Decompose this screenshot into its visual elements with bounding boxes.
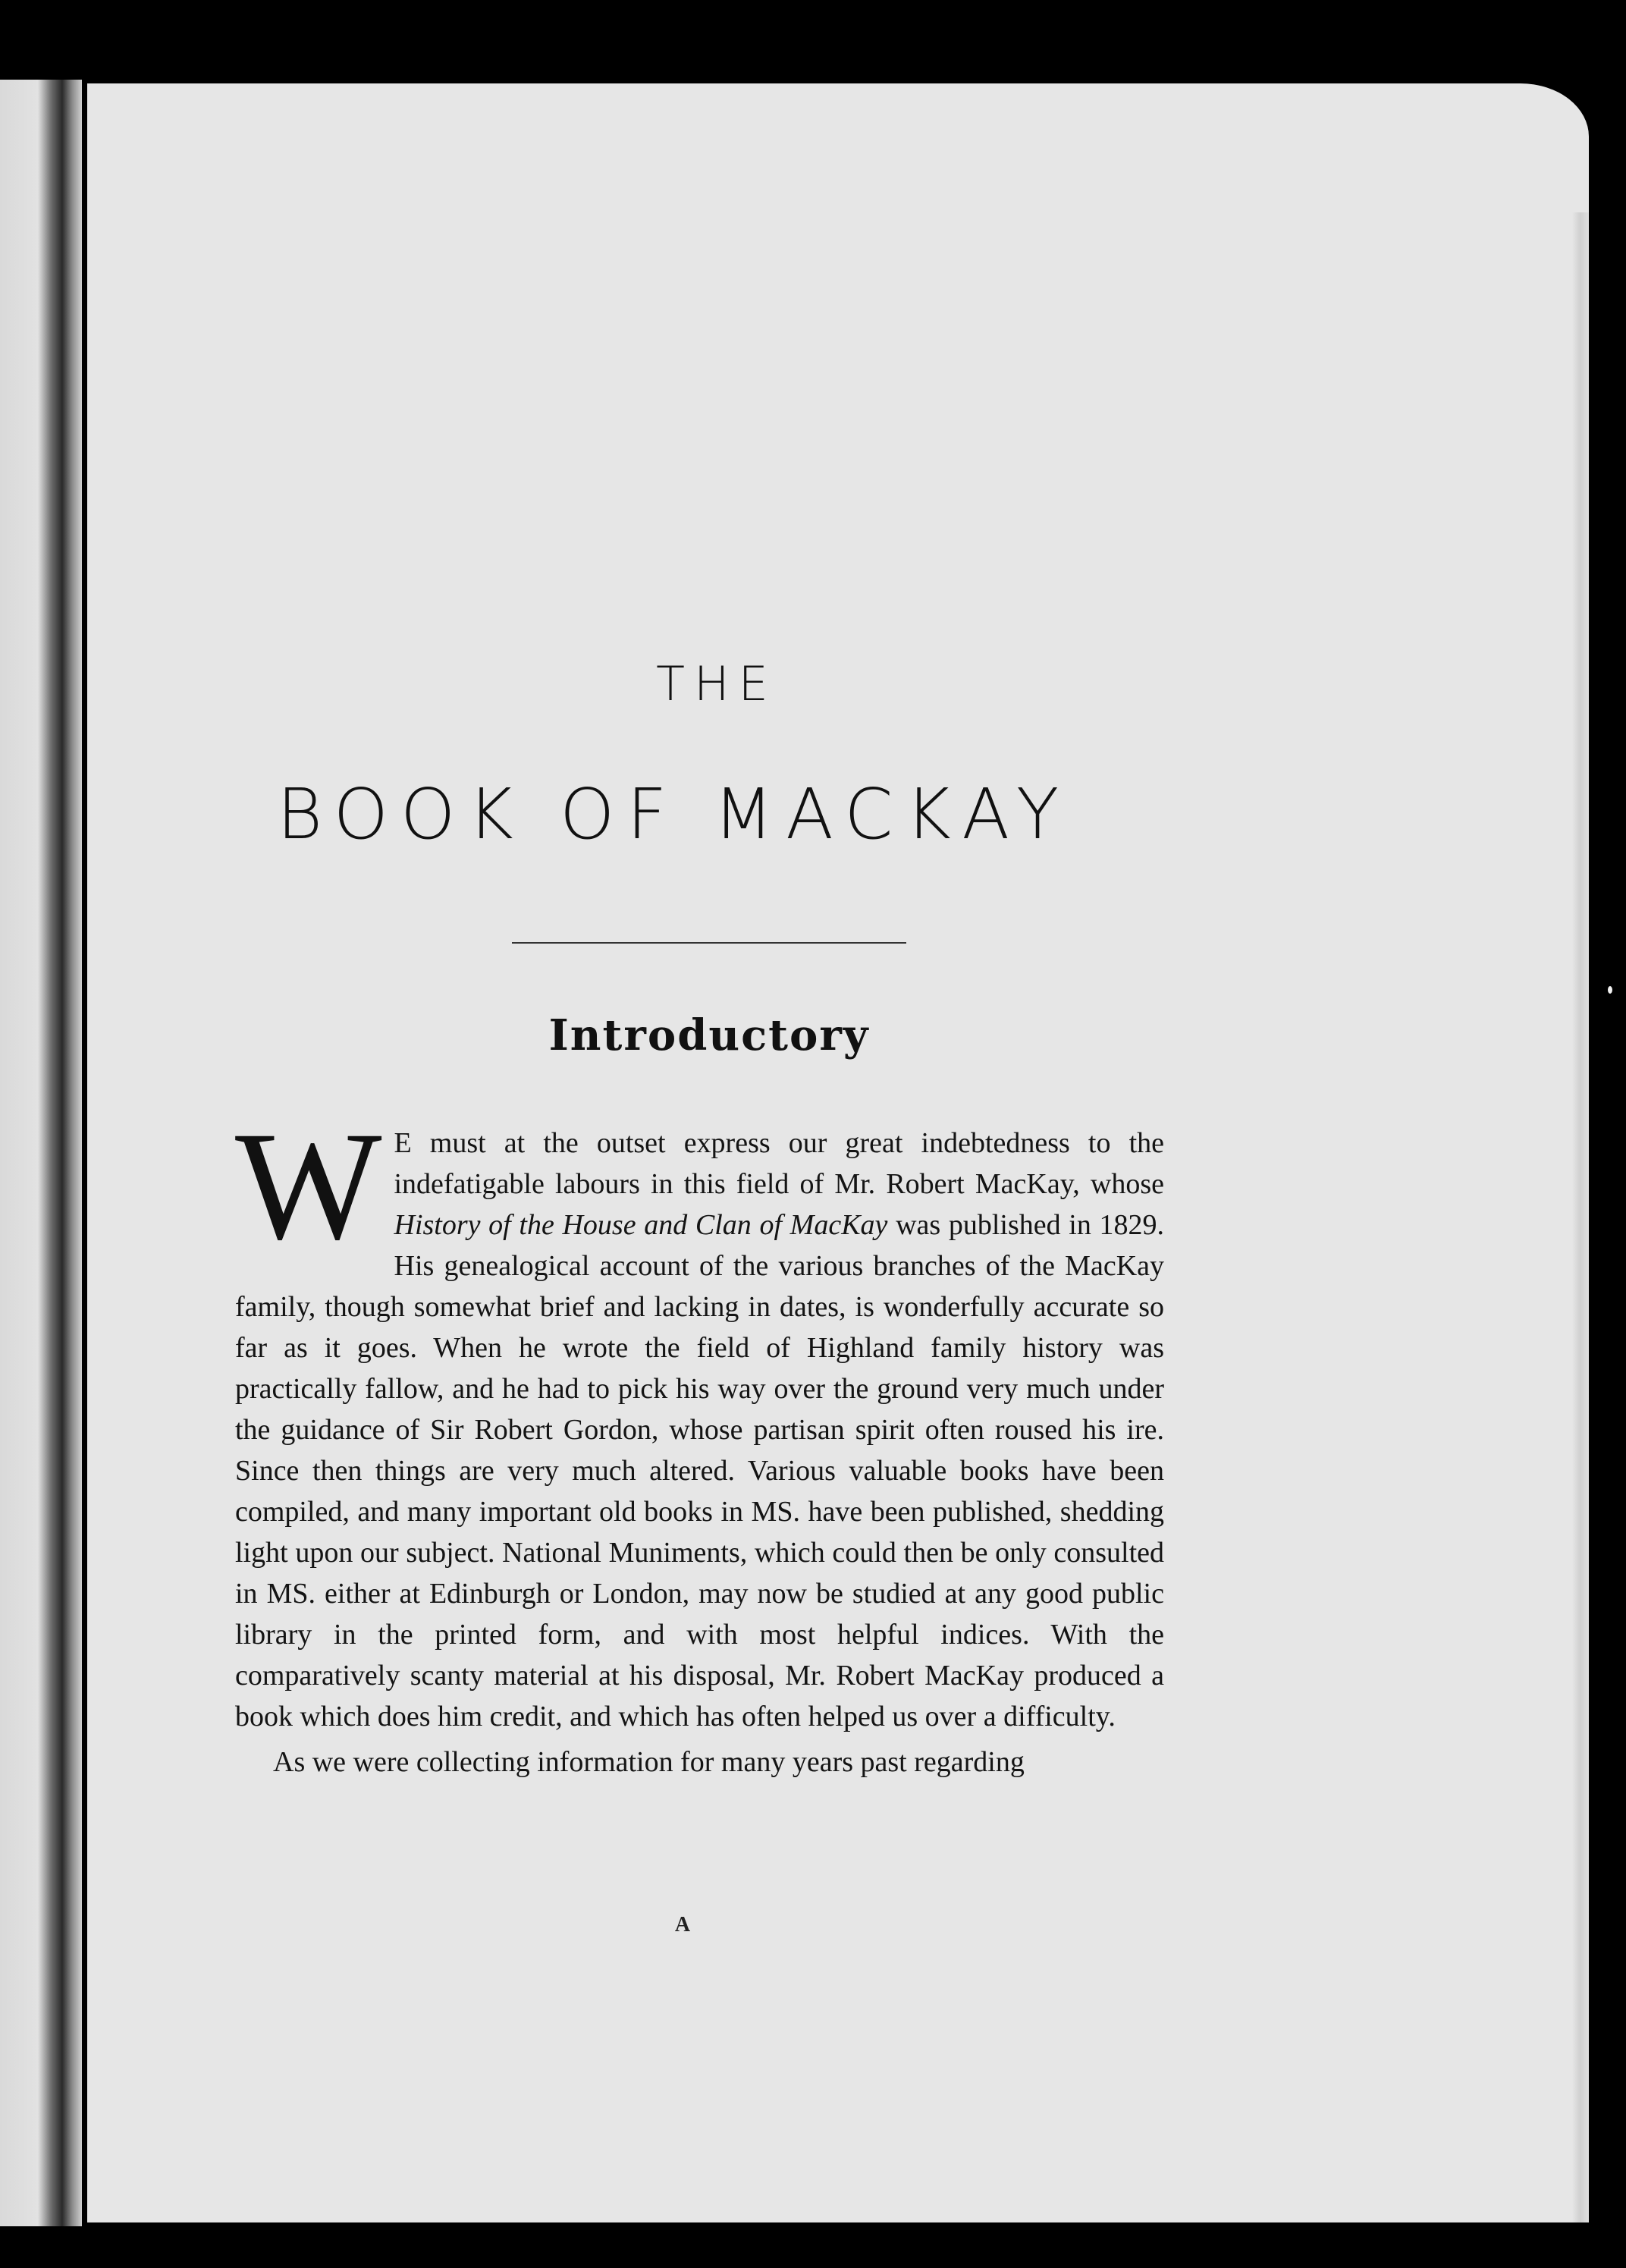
body-text xyxy=(235,1100,1164,1783)
paragraph-1-rest: was published in 1829. His genealogical account of the various branches of the MacKay family, though somewhat brief and lacking in dates, is wonderfully accurate so far as it goes. When he wrote the field of Highland family history was practically fallow, and he had to pick his way over the ground very much under the guidance of Sir Robert Gordon, whose partisan spirit often roused his ire. Since then things are very much altered. Various valuable books have been compiled, and many important old books in MS. have been published, shedding light upon our subject. National Muniments, which could then be only consulted in MS. either at Edinburgh or London, may now be studied at any good public library in the printed form, and with most helpful indices. With the comparatively scanty material at his disposal, Mr. Robert MacKay produced a book which does him credit, and which has often helped us over a difficulty. xyxy=(235,1209,1164,1732)
left-page-edge xyxy=(0,80,82,2226)
paper-speck xyxy=(1608,986,1612,994)
title-main: BOOK OF MACKAY xyxy=(277,774,1072,855)
title-rule xyxy=(512,942,906,944)
paragraph-2: As we were collecting information for many years past regarding xyxy=(273,1746,1025,1778)
paragraph-1-lead: E must at the outset express our great indebtedness to the indefatigable labours in this field of Mr. Robert MacKay, whose xyxy=(394,1127,1164,1200)
book-title-italic: History of the House and Clan of MacKay xyxy=(394,1209,888,1241)
signature-mark: A xyxy=(674,1913,691,1937)
title-small: THE xyxy=(656,656,777,711)
drop-cap: W xyxy=(235,1100,382,1272)
book-page xyxy=(87,83,1589,2222)
section-heading: Introductory xyxy=(548,1010,870,1060)
paragraph-1 xyxy=(235,1100,1164,1737)
